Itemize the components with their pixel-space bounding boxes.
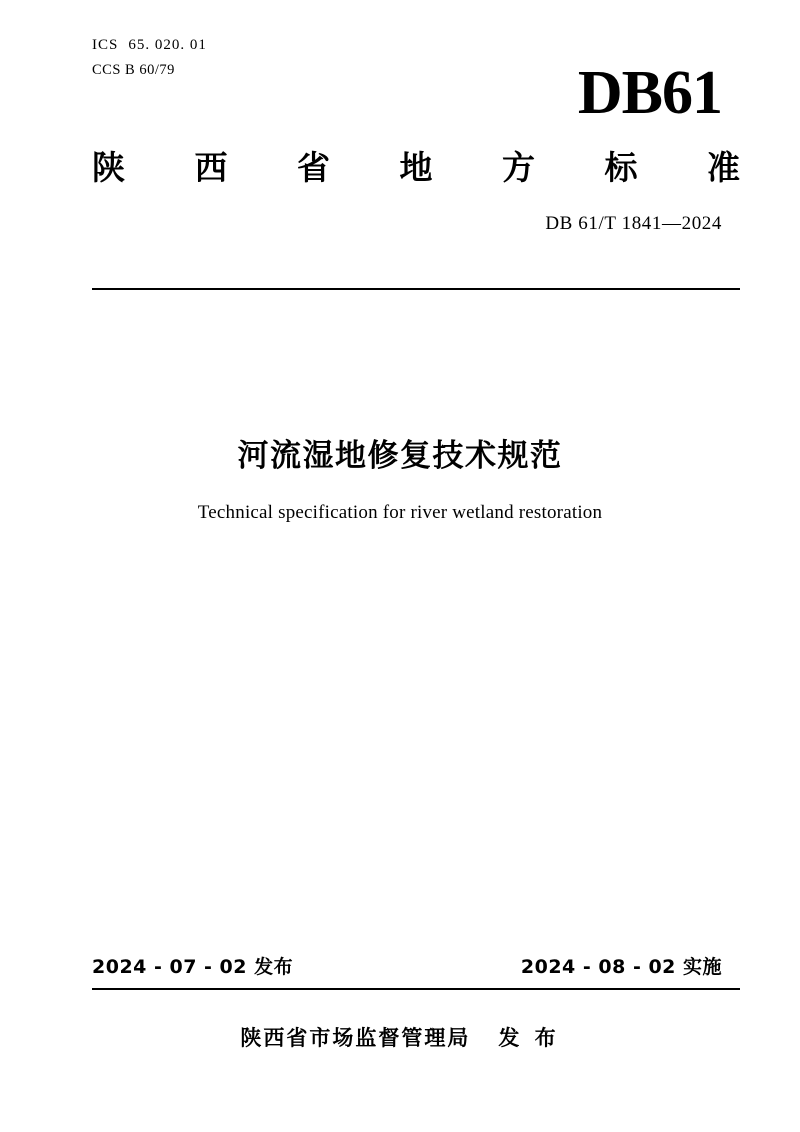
effective-date: 2024 - 08 - 02 实施 — [520, 956, 722, 978]
ics-line — [92, 34, 207, 57]
province-title-char-0: 陕 — [92, 148, 125, 187]
footer-divider — [92, 988, 740, 990]
province-title-char-3: 地 — [399, 148, 433, 187]
standard-number: DB 61/T 1841—2024 — [545, 213, 722, 234]
issue-date: 2024 - 07 - 02 发布 — [92, 956, 294, 978]
publish-verb: 发 布 — [498, 1026, 560, 1050]
publisher-line — [0, 1022, 800, 1052]
ics-value: 65. 020. 01 — [128, 37, 207, 53]
page-title: 河流湿地修复技术规范 — [237, 438, 563, 474]
province-title-char-1: 西 — [194, 148, 228, 187]
header-divider — [92, 288, 740, 290]
ics-label: ICS — [92, 37, 119, 53]
publisher-name: 陕西省市场监督管理局 — [240, 1026, 471, 1050]
province-title-char-6: 准 — [707, 148, 740, 187]
db61-logo: DB61 — [577, 59, 722, 127]
province-title-char-2: 省 — [297, 148, 330, 187]
page-title-english: Technical specification for river wetland restoration — [197, 502, 603, 523]
province-standard-title — [92, 148, 740, 188]
province-title-char-4: 方 — [502, 148, 535, 187]
province-title-char-5: 标 — [604, 148, 638, 187]
ccs-line: CCS B 60/79 — [92, 62, 175, 79]
document-meta — [92, 34, 207, 82]
